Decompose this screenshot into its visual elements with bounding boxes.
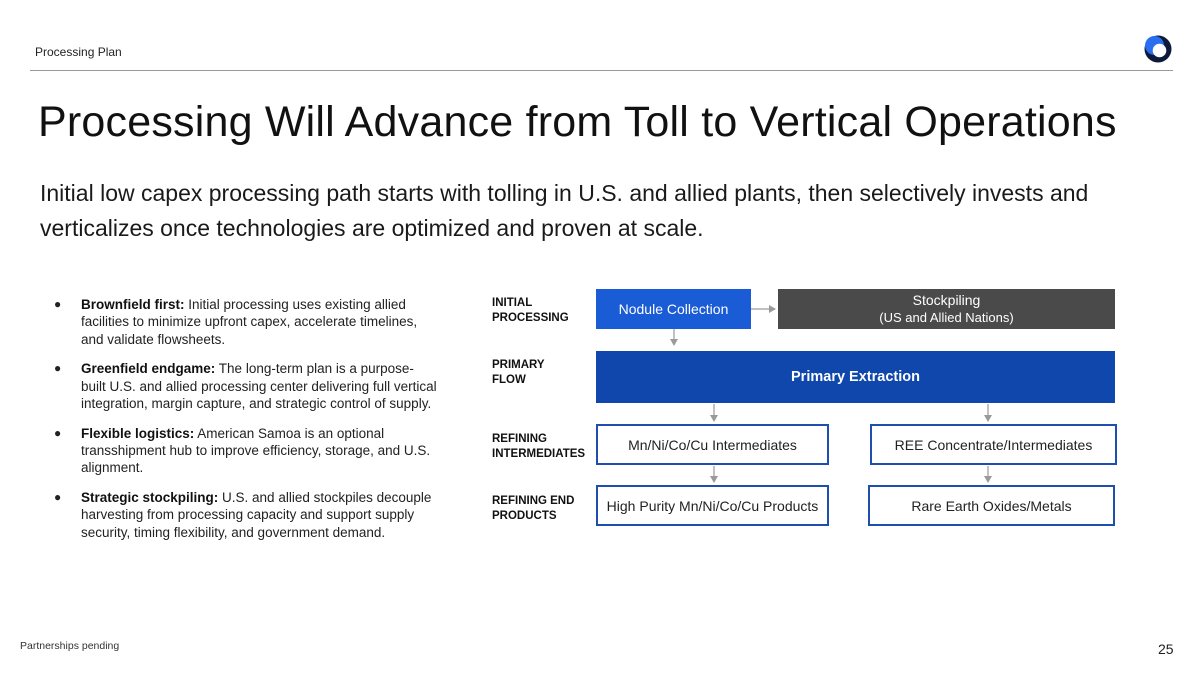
- node-ree-intermediates: REE Concentrate/Intermediates: [870, 424, 1117, 465]
- node-nodule-collection: Nodule Collection: [596, 289, 751, 329]
- header-divider: [30, 70, 1173, 71]
- row-label-primary-flow: PRIMARY FLOW: [492, 359, 545, 386]
- section-label: Processing Plan: [35, 45, 122, 59]
- bullet-greenfield: [52, 360, 437, 412]
- row-label-initial-processing: INITIAL PROCESSING: [492, 297, 569, 324]
- bullet-lead: Greenfield endgame:: [81, 361, 216, 377]
- bullet-lead: Strategic stockpiling:: [81, 490, 219, 506]
- bullet-text: Initial processing uses existing allied facilities to minimize upfront capex, accelerate timelines, and validate flowsheets.: [81, 297, 418, 347]
- bullet-list: [52, 296, 437, 554]
- company-logo-icon: [1143, 34, 1173, 64]
- node-stockpiling: [778, 289, 1115, 329]
- bullet-dot-icon: ●: [54, 297, 62, 311]
- node-stockpiling-label: Stockpiling: [912, 292, 981, 308]
- bullet-logistics: [52, 425, 437, 477]
- bullet-stockpiling: [52, 489, 437, 541]
- row-label-refining-intermediates: REFINING INTERMEDIATES: [492, 433, 586, 460]
- bullet-dot-icon: ●: [54, 425, 62, 440]
- node-primary-extraction: Primary Extraction: [596, 351, 1115, 403]
- bullet-lead: Flexible logistics:: [81, 425, 195, 441]
- bullet-text: U.S. and allied stockpiles decouple harvesting from processing capacity and support supply security, timing flexibility, and government demand.: [81, 490, 432, 540]
- bullet-dot-icon: ●: [54, 490, 62, 505]
- node-stockpiling-note: (US and Allied Nations): [879, 310, 1014, 325]
- node-ree-products: Rare Earth Oxides/Metals: [868, 485, 1115, 526]
- bullet-lead: Brownfield first:: [81, 297, 185, 312]
- bullet-dot-icon: ●: [54, 361, 62, 376]
- node-mn-products: High Purity Mn/Ni/Co/Cu Products: [596, 485, 829, 526]
- bullet-text: American Samoa is an optional transshipment hub to improve efficiency, storage, and U.S. alignment.: [81, 425, 431, 476]
- node-mn-intermediates: Mn/Ni/Co/Cu Intermediates: [596, 424, 829, 465]
- footer-note: Partnerships pending: [20, 640, 120, 652]
- bullet-text: The long-term plan is a purpose-built U.S. and allied processing center delivering full vertical integration, margin capture, and strategic control of supply.: [81, 361, 437, 411]
- page-subtitle: Initial low capex processing path starts with tolling in U.S. and allied plants, then selectively invests and verticalizes once technologies are optimized and proven at scale.: [40, 180, 1089, 241]
- page-number: 25: [1158, 641, 1174, 657]
- bullet-brownfield: [52, 296, 437, 348]
- page-title: Processing Will Advance from Toll to Vertical Operations: [38, 98, 1117, 146]
- row-label-refining-end-products: REFINING END PRODUCTS: [492, 495, 575, 522]
